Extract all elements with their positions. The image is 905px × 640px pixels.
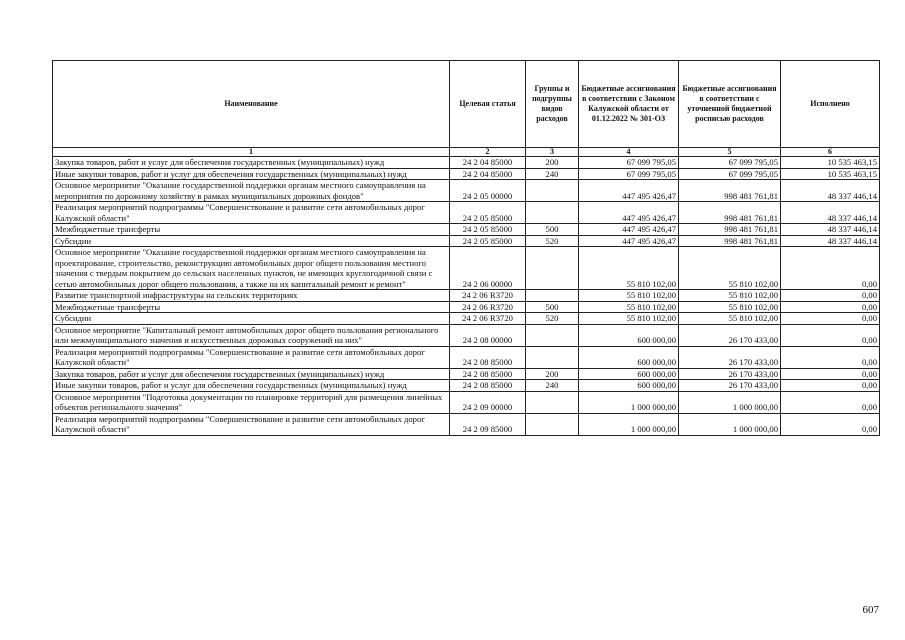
row-target-article-cell: 24 2 08 85000 [450, 380, 526, 392]
row-executed-cell: 0,00 [781, 380, 880, 392]
row-law-allocation-cell: 1 000 000,00 [579, 391, 679, 413]
row-target-article-cell: 24 2 04 85000 [450, 157, 526, 169]
row-law-allocation-cell: 55 810 102,00 [579, 313, 679, 325]
row-expense-group-cell [526, 180, 579, 202]
row-schedule-allocation-cell: 67 099 795,05 [679, 168, 781, 180]
row-law-allocation-cell: 600 000,00 [579, 324, 679, 346]
row-expense-group-cell: 240 [526, 380, 579, 392]
row-law-allocation-cell: 600 000,00 [579, 380, 679, 392]
row-expense-group-cell: 200 [526, 368, 579, 380]
row-executed-cell: 0,00 [781, 346, 880, 368]
row-schedule-allocation-cell: 55 810 102,00 [679, 290, 781, 302]
row-schedule-allocation-cell: 998 481 761,81 [679, 235, 781, 247]
row-law-allocation-cell: 67 099 795,05 [579, 157, 679, 169]
table-row [53, 301, 880, 313]
row-target-article-cell: 24 2 09 00000 [450, 391, 526, 413]
row-name-cell: Межбюджетные трансферты [53, 224, 450, 236]
column-number: 2 [450, 148, 526, 157]
row-law-allocation-cell: 55 810 102,00 [579, 247, 679, 290]
row-law-allocation-cell: 1 000 000,00 [579, 413, 679, 435]
header-executed: Исполнено [781, 61, 880, 148]
row-expense-group-cell [526, 290, 579, 302]
header-target-article: Целевая статья [450, 61, 526, 148]
row-expense-group-cell [526, 413, 579, 435]
row-expense-group-cell [526, 391, 579, 413]
row-schedule-allocation-cell: 55 810 102,00 [679, 313, 781, 325]
row-executed-cell: 0,00 [781, 247, 880, 290]
row-name-cell: Иные закупки товаров, работ и услуг для обеспечения государственных (муниципальных) нужд [53, 168, 450, 180]
row-name-cell: Иные закупки товаров, работ и услуг для обеспечения государственных (муниципальных) нужд [53, 380, 450, 392]
row-name-cell: Реализация мероприятий подпрограммы "Совершенствование и развитие сети автомобильных дорог Калужской области" [53, 202, 450, 224]
row-name-cell: Реализация мероприятий подпрограммы "Совершенствование и развитие сети автомобильных дорог Калужской области" [53, 346, 450, 368]
table-row [53, 202, 880, 224]
table-row [53, 290, 880, 302]
row-schedule-allocation-cell: 55 810 102,00 [679, 301, 781, 313]
row-law-allocation-cell: 55 810 102,00 [579, 301, 679, 313]
row-schedule-allocation-cell: 1 000 000,00 [679, 391, 781, 413]
row-schedule-allocation-cell: 26 170 433,00 [679, 324, 781, 346]
row-schedule-allocation-cell: 26 170 433,00 [679, 346, 781, 368]
row-target-article-cell: 24 2 08 00000 [450, 324, 526, 346]
row-target-article-cell: 24 2 05 85000 [450, 224, 526, 236]
header-row [53, 61, 880, 148]
row-expense-group-cell: 240 [526, 168, 579, 180]
row-expense-group-cell: 520 [526, 235, 579, 247]
row-target-article-cell: 24 2 06 00000 [450, 247, 526, 290]
row-target-article-cell: 24 2 08 85000 [450, 368, 526, 380]
row-schedule-allocation-cell: 26 170 433,00 [679, 380, 781, 392]
row-name-cell: Реализация мероприятий подпрограммы "Совершенствование и развитие сети автомобильных дорог Калужской области" [53, 413, 450, 435]
header-law-allocation: Бюджетные ассигнования в соответствии с Законом Калужской области от 01.12.2022 № 301-ОЗ [579, 61, 679, 148]
row-law-allocation-cell: 447 495 426,47 [579, 224, 679, 236]
column-number: 1 [53, 148, 450, 157]
row-executed-cell: 48 337 446,14 [781, 180, 880, 202]
column-number-row [53, 148, 880, 157]
row-target-article-cell: 24 2 08 85000 [450, 346, 526, 368]
row-name-cell: Развитие транспортной инфраструктуры на сельских территориях [53, 290, 450, 302]
row-name-cell: Закупка товаров, работ и услуг для обеспечения государственных (муниципальных) нужд [53, 368, 450, 380]
column-number: 3 [526, 148, 579, 157]
row-executed-cell: 0,00 [781, 368, 880, 380]
row-schedule-allocation-cell: 26 170 433,00 [679, 368, 781, 380]
header-expense-group: Группы и подгруппы видов расходов [526, 61, 579, 148]
row-target-article-cell: 24 2 06 R3720 [450, 290, 526, 302]
row-law-allocation-cell: 55 810 102,00 [579, 290, 679, 302]
row-schedule-allocation-cell: 998 481 761,81 [679, 180, 781, 202]
row-law-allocation-cell: 447 495 426,47 [579, 202, 679, 224]
row-schedule-allocation-cell: 67 099 795,05 [679, 157, 781, 169]
row-law-allocation-cell: 447 495 426,47 [579, 235, 679, 247]
table-row [53, 368, 880, 380]
column-number: 5 [679, 148, 781, 157]
row-target-article-cell: 24 2 06 R3720 [450, 313, 526, 325]
row-executed-cell: 0,00 [781, 324, 880, 346]
row-expense-group-cell: 500 [526, 301, 579, 313]
table-row [53, 235, 880, 247]
row-expense-group-cell [526, 202, 579, 224]
row-name-cell: Основное мероприятие "Оказание государственной поддержки органам местного самоуправления на проектирование, строительство, реконструкцию автомобильных дорог общего пользования местного значения с твердым покрытием до сельских населенных пунктов, не имеющих круглогодичной связи с сетью автомобильных дорог общего пользования, а также на их капитальный ремонт и ремонт" [53, 247, 450, 290]
row-expense-group-cell: 500 [526, 224, 579, 236]
header-name: Наименование [53, 61, 450, 148]
table-row [53, 413, 880, 435]
row-name-cell: Основное мероприятие "Оказание государственной поддержки органам местного самоуправления на мероприятия по дорожному хозяйству в рамках муниципальных дорожных фондов" [53, 180, 450, 202]
row-expense-group-cell [526, 247, 579, 290]
table-row [53, 157, 880, 169]
row-expense-group-cell [526, 324, 579, 346]
row-schedule-allocation-cell: 998 481 761,81 [679, 224, 781, 236]
row-target-article-cell: 24 2 09 85000 [450, 413, 526, 435]
row-expense-group-cell [526, 346, 579, 368]
row-schedule-allocation-cell: 998 481 761,81 [679, 202, 781, 224]
row-schedule-allocation-cell: 1 000 000,00 [679, 413, 781, 435]
row-target-article-cell: 24 2 05 85000 [450, 202, 526, 224]
column-number: 6 [781, 148, 880, 157]
row-law-allocation-cell: 600 000,00 [579, 346, 679, 368]
table-row [53, 168, 880, 180]
table-row [53, 313, 880, 325]
row-target-article-cell: 24 2 05 85000 [450, 235, 526, 247]
row-expense-group-cell: 520 [526, 313, 579, 325]
row-executed-cell: 48 337 446,14 [781, 224, 880, 236]
row-law-allocation-cell: 447 495 426,47 [579, 180, 679, 202]
page-number: 607 [862, 604, 879, 616]
table-row [53, 380, 880, 392]
row-target-article-cell: 24 2 04 85000 [450, 168, 526, 180]
row-name-cell: Основное мероприятие "Капитальный ремонт автомобильных дорог общего пользования регионального или межмуниципального значения и искусственных дорожных сооружений на них" [53, 324, 450, 346]
row-expense-group-cell: 200 [526, 157, 579, 169]
row-name-cell: Закупка товаров, работ и услуг для обеспечения государственных (муниципальных) нужд [53, 157, 450, 169]
row-executed-cell: 10 535 463,15 [781, 157, 880, 169]
table-row [53, 247, 880, 290]
row-name-cell: Межбюджетные трансферты [53, 301, 450, 313]
row-executed-cell: 0,00 [781, 391, 880, 413]
row-executed-cell: 0,00 [781, 301, 880, 313]
row-executed-cell: 10 535 463,15 [781, 168, 880, 180]
row-executed-cell: 0,00 [781, 290, 880, 302]
row-schedule-allocation-cell: 55 810 102,00 [679, 247, 781, 290]
row-name-cell: Основное мероприятия "Подготовка документации по планировке территорий для размещения линейных объектов регионального значения" [53, 391, 450, 413]
header-schedule-allocation: Бюджетные ассигнования в соответствии с уточненной бюджетной росписью расходов [679, 61, 781, 148]
row-name-cell: Субсидии [53, 313, 450, 325]
row-name-cell: Субсидии [53, 235, 450, 247]
row-executed-cell: 0,00 [781, 313, 880, 325]
row-executed-cell: 0,00 [781, 413, 880, 435]
table-row [53, 391, 880, 413]
column-number: 4 [579, 148, 679, 157]
budget-table [52, 60, 880, 436]
table-row [53, 346, 880, 368]
row-target-article-cell: 24 2 05 00000 [450, 180, 526, 202]
row-executed-cell: 48 337 446,14 [781, 235, 880, 247]
row-target-article-cell: 24 2 06 R3720 [450, 301, 526, 313]
row-law-allocation-cell: 600 000,00 [579, 368, 679, 380]
table-row [53, 324, 880, 346]
table-row [53, 180, 880, 202]
row-law-allocation-cell: 67 099 795,05 [579, 168, 679, 180]
row-executed-cell: 48 337 446,14 [781, 202, 880, 224]
table-row [53, 224, 880, 236]
